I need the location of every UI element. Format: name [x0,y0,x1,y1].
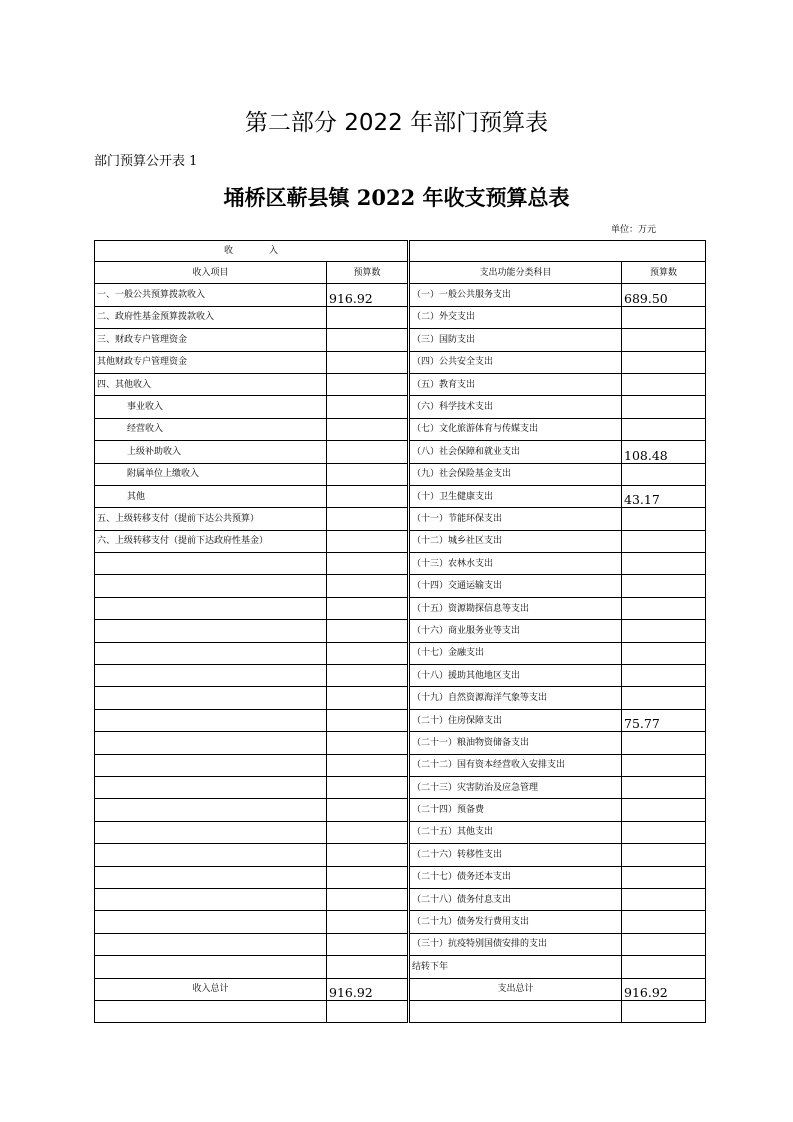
income-amount [327,418,408,440]
income-amount [327,441,408,463]
expense-item: （二十九）债务发行费用支出 [410,911,622,933]
table-row [95,642,706,664]
income-item [95,642,327,664]
table-row [95,844,706,866]
blank-cell [327,1000,408,1022]
income-item [95,687,327,709]
income-item [95,620,327,642]
blank-cell [622,1000,706,1022]
table-row [95,911,706,933]
income-item: 附属单位上缴收入 [95,463,327,485]
income-total-label: 收入总计 [95,978,327,1000]
income-amount [327,620,408,642]
expense-amount [622,776,706,798]
expense-amount [622,866,706,888]
income-amount [327,553,408,575]
table-row [95,776,706,798]
totals-row [95,978,706,1000]
expense-item: 结转下年 [410,956,622,978]
part-title: 第二部分 2022 年部门预算表 [244,110,549,136]
income-item-header: 收入项目 [95,262,327,284]
expense-amount [622,956,706,978]
expense-amount [622,575,706,597]
income-item [95,575,327,597]
expense-item: （十一）节能环保支出 [410,508,622,530]
budget-summary-table [94,240,706,1023]
blank-row [95,1000,706,1022]
table-row [95,821,706,843]
expense-amount [622,687,706,709]
expense-amount [622,530,706,552]
expense-amount [622,732,706,754]
income-amount [327,530,408,552]
expense-amount [622,620,706,642]
income-item: 其他财政专户管理资金 [95,351,327,373]
expense-item: （十五）资源勘探信息等支出 [410,597,622,619]
table-row [95,373,706,395]
table-row [95,463,706,485]
expense-amount: 108.48 [622,441,706,463]
expense-total-label: 支出总计 [410,978,622,1000]
table-row [95,799,706,821]
income-item [95,709,327,731]
income-item [95,911,327,933]
main-title: 埇桥区蕲县镇 2022 年收支预算总表 [223,185,570,210]
expense-item: （二十）住房保障支出 [410,709,622,731]
table-row [95,709,706,731]
expense-amount [622,642,706,664]
expense-item: （二十六）转移性支出 [410,844,622,866]
income-amount-header: 预算数 [327,262,408,284]
income-item [95,597,327,619]
income-amount [327,306,408,328]
income-amount [327,373,408,395]
income-amount [327,866,408,888]
income-amount [327,956,408,978]
expense-item: （二十二）国有资本经营收入安排支出 [410,754,622,776]
table-row [95,508,706,530]
income-item [95,866,327,888]
expense-amount [622,463,706,485]
expense-item-header: 支出功能分类科目 [410,262,622,284]
expense-amount [622,396,706,418]
expense-item: （七）文化旅游体育与传媒支出 [410,418,622,440]
income-item: 四、其他收入 [95,373,327,395]
expense-amount [622,508,706,530]
income-amount [327,888,408,910]
income-item: 五、上级转移支付（提前下达公共预算） [95,508,327,530]
income-amount [327,396,408,418]
expense-amount [622,373,706,395]
income-item [95,821,327,843]
expense-item: （十四）交通运输支出 [410,575,622,597]
table-row [95,306,706,328]
expense-item: （十二）城乡社区支出 [410,530,622,552]
expense-amount [622,553,706,575]
income-amount [327,665,408,687]
income-amount [327,732,408,754]
income-amount [327,485,408,507]
income-item: 经营收入 [95,418,327,440]
expense-item: （二十四）预备费 [410,799,622,821]
income-amount [327,844,408,866]
expense-item: （十三）农林水支出 [410,553,622,575]
expense-amount [622,821,706,843]
income-item [95,844,327,866]
expense-amount [622,665,706,687]
expense-item: （十七）金融支出 [410,642,622,664]
income-amount [327,597,408,619]
income-item [95,956,327,978]
expense-item: （十九）自然资源海洋气象等支出 [410,687,622,709]
income-amount [327,821,408,843]
income-amount [327,911,408,933]
expense-item: （二十一）粮油物资储备支出 [410,732,622,754]
income-item: 上级补助收入 [95,441,327,463]
expense-item: （十）卫生健康支出 [410,485,622,507]
expense-total-amount: 916.92 [622,978,706,1000]
header-row [95,262,706,284]
expense-amount: 43.17 [622,485,706,507]
income-band-row [95,241,706,262]
income-amount [327,351,408,373]
expense-item: （二十三）灾害防治及应急管理 [410,776,622,798]
income-total-amount: 916.92 [327,978,408,1000]
income-item [95,665,327,687]
income-item: 事业收入 [95,396,327,418]
income-band-label: 收 入 [95,241,408,262]
income-item [95,776,327,798]
expense-item: （三）国防支出 [410,329,622,351]
table-row [95,530,706,552]
income-amount [327,687,408,709]
income-amount [327,933,408,955]
income-amount [327,463,408,485]
table-row [95,620,706,642]
expense-amount-header: 预算数 [622,262,706,284]
table-row [95,351,706,373]
table-row [95,329,706,351]
income-item [95,888,327,910]
blank-cell [410,1000,622,1022]
table-row [95,597,706,619]
income-item [95,799,327,821]
expense-amount: 689.50 [622,284,706,306]
income-amount [327,575,408,597]
income-item: 六、上级转移支付（提前下达政府性基金） [95,530,327,552]
blank-cell [95,1000,327,1022]
unit-label: 单位：万元 [610,225,656,235]
expense-amount [622,911,706,933]
expense-item: （二十八）债务付息支出 [410,888,622,910]
table-row [95,866,706,888]
income-amount [327,329,408,351]
expense-amount [622,329,706,351]
income-amount: 916.92 [327,284,408,306]
income-amount [327,799,408,821]
table-row [95,665,706,687]
table-row [95,687,706,709]
expense-item: （十六）商业服务业等支出 [410,620,622,642]
expense-item: （六）科学技术支出 [410,396,622,418]
table-row [95,396,706,418]
expense-amount [622,418,706,440]
income-amount [327,776,408,798]
table-row [95,284,706,306]
expense-band-cell [410,241,706,262]
income-amount [327,642,408,664]
expense-amount [622,933,706,955]
income-item: 二、政府性基金预算拨款收入 [95,306,327,328]
expense-amount [622,844,706,866]
expense-item: （八）社会保障和就业支出 [410,441,622,463]
expense-item: （五）教育支出 [410,373,622,395]
table-row [95,956,706,978]
table-row [95,485,706,507]
income-amount [327,709,408,731]
expense-item: （二十七）债务还本支出 [410,866,622,888]
expense-item: （九）社会保险基金支出 [410,463,622,485]
income-amount [327,508,408,530]
expense-amount [622,306,706,328]
income-item [95,933,327,955]
income-item [95,732,327,754]
table-row [95,933,706,955]
table-row [95,418,706,440]
expense-amount: 75.77 [622,709,706,731]
table-row [95,553,706,575]
table-row [95,441,706,463]
expense-amount [622,799,706,821]
table-row [95,888,706,910]
expense-item: （二十五）其他支出 [410,821,622,843]
expense-amount [622,754,706,776]
expense-item: （二）外交支出 [410,306,622,328]
expense-amount [622,351,706,373]
table-number: 部门预算公开表 1 [94,154,198,169]
income-item: 一、一般公共预算拨款收入 [95,284,327,306]
expense-item: （三十）抗疫特别国债安排的支出 [410,933,622,955]
income-item: 三、财政专户管理资金 [95,329,327,351]
income-item: 其他 [95,485,327,507]
income-item [95,553,327,575]
expense-amount [622,597,706,619]
table-row [95,575,706,597]
table-row [95,754,706,776]
expense-item: （四）公共安全支出 [410,351,622,373]
expense-item: （一）一般公共服务支出 [410,284,622,306]
expense-amount [622,888,706,910]
income-item [95,754,327,776]
table-row [95,732,706,754]
income-amount [327,754,408,776]
expense-item: （十八）援助其他地区支出 [410,665,622,687]
